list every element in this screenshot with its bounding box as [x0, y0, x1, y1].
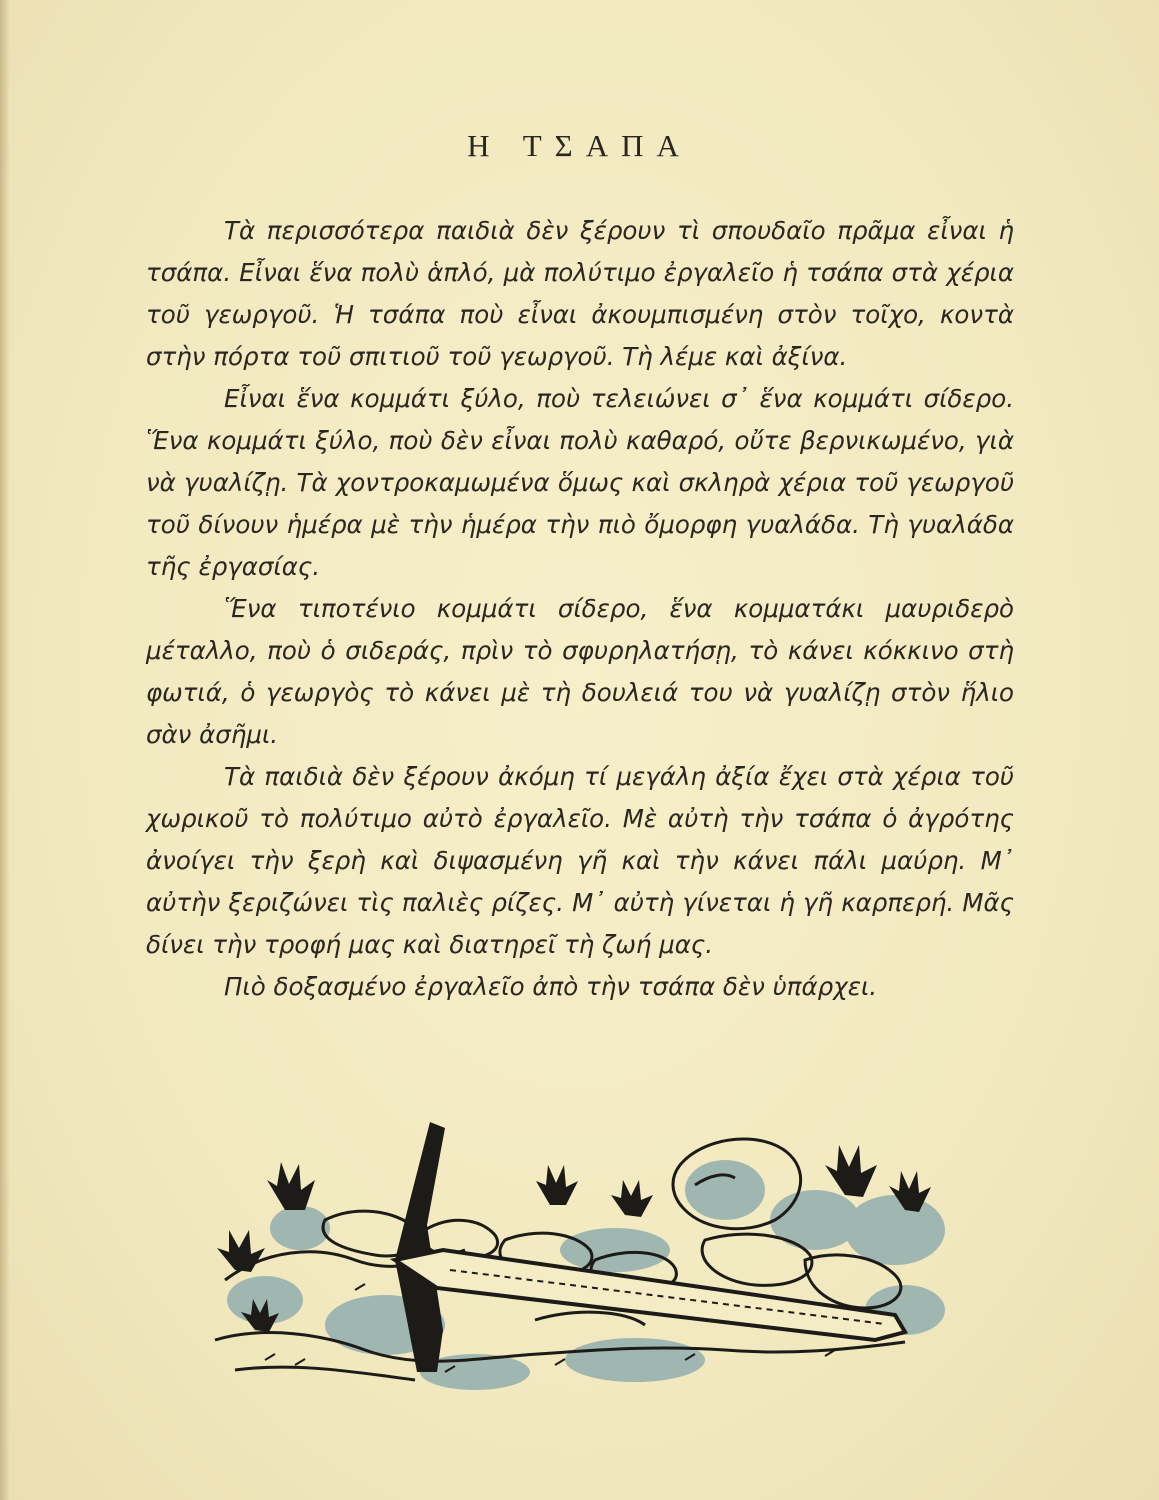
- paragraph-5: Πιὸ δοξασμένο ἐργαλεῖο ἀπὸ τὴν τσάπα δὲν ὑπάρχει.: [224, 972, 878, 1001]
- paragraph-4: Τὰ παιδιὰ δὲν ξέρουν ἀκόμη τί μεγάλη ἀξία ἔχει στὰ χέρια τοῦ χωρικοῦ τὸ πολύτιμο αὐτὸ ἐργαλεῖο. Μὲ αὐτὴ τὴν τσάπα ὁ ἀγρότης ἀνοίγει τὴν ξερὴ καὶ διψασμένη γῆ καὶ τὴν κάνει πάλι μαύρη. Μ᾽ αὐτὴν ξεριζώνει τὶς παλιὲς ρίζες. Μ᾽ αὐτὴ γίνεται ἡ γῆ καρπερή. Μᾶς δίνει τὴν τροφή μας καὶ διατηρεῖ τὴ ζωή μας.: [146, 762, 1014, 959]
- paragraph-2: Εἶναι ἕνα κομμάτι ξύλο, ποὺ τελειώνει σ᾽ ἕνα κομμάτι σίδερο. Ἕνα κομμάτι ξύλο, ποὺ δὲν εἶναι πολὺ καθαρό, οὔτε βερνικωμένο, γιὰ νὰ γυαλίζῃ. Τὰ χοντροκαμωμένα ὅμως καὶ σκληρὰ χέρια τοῦ γεωργοῦ τοῦ δίνουν ἡμέρα μὲ τὴν ἡμέρα τὴν πιὸ ὄμορφη γυαλάδα. Τὴ γυαλάδα τῆς ἐργασίας.: [146, 384, 1014, 581]
- paragraph-3: Ἕνα τιποτένιο κομμάτι σίδερο, ἕνα κομματάκι μαυριδερὸ μέταλλο, ποὺ ὁ σιδεράς, πρὶν τὸ σφυρηλατήσῃ, τὸ κάνει κόκκινο στὴ φωτιά, ὁ γεωργὸς τὸ κάνει μὲ τὴ δουλειά του νὰ γυαλίζῃ στὸν ἥλιο σὰν ἀσῆμι.: [146, 594, 1014, 749]
- page-edge: [0, 0, 10, 1500]
- paragraph-1: Τὰ περισσότερα παιδιὰ δὲν ξέρουν τὶ σπουδαῖο πρᾶμα εἶναι ἡ τσάπα. Εἶναι ἕνα πολὺ ἁπλό, μὰ πολύτιμο ἐργαλεῖο ἡ τσάπα στὰ χέρια τοῦ γεωργοῦ. Ἡ τσάπα ποὺ εἶναι ἀκουμπισμένη στὸν τοῖχο, κοντὰ στὴν πόρτα τοῦ σπιτιοῦ τοῦ γεωργοῦ. Τὴ λέμε καὶ ἀξίνα.: [146, 216, 1014, 371]
- pickaxe-illustration: [205, 1110, 965, 1400]
- page-title: Η ΤΣΑΠΑ: [467, 128, 692, 163]
- body-text: [146, 210, 1014, 1008]
